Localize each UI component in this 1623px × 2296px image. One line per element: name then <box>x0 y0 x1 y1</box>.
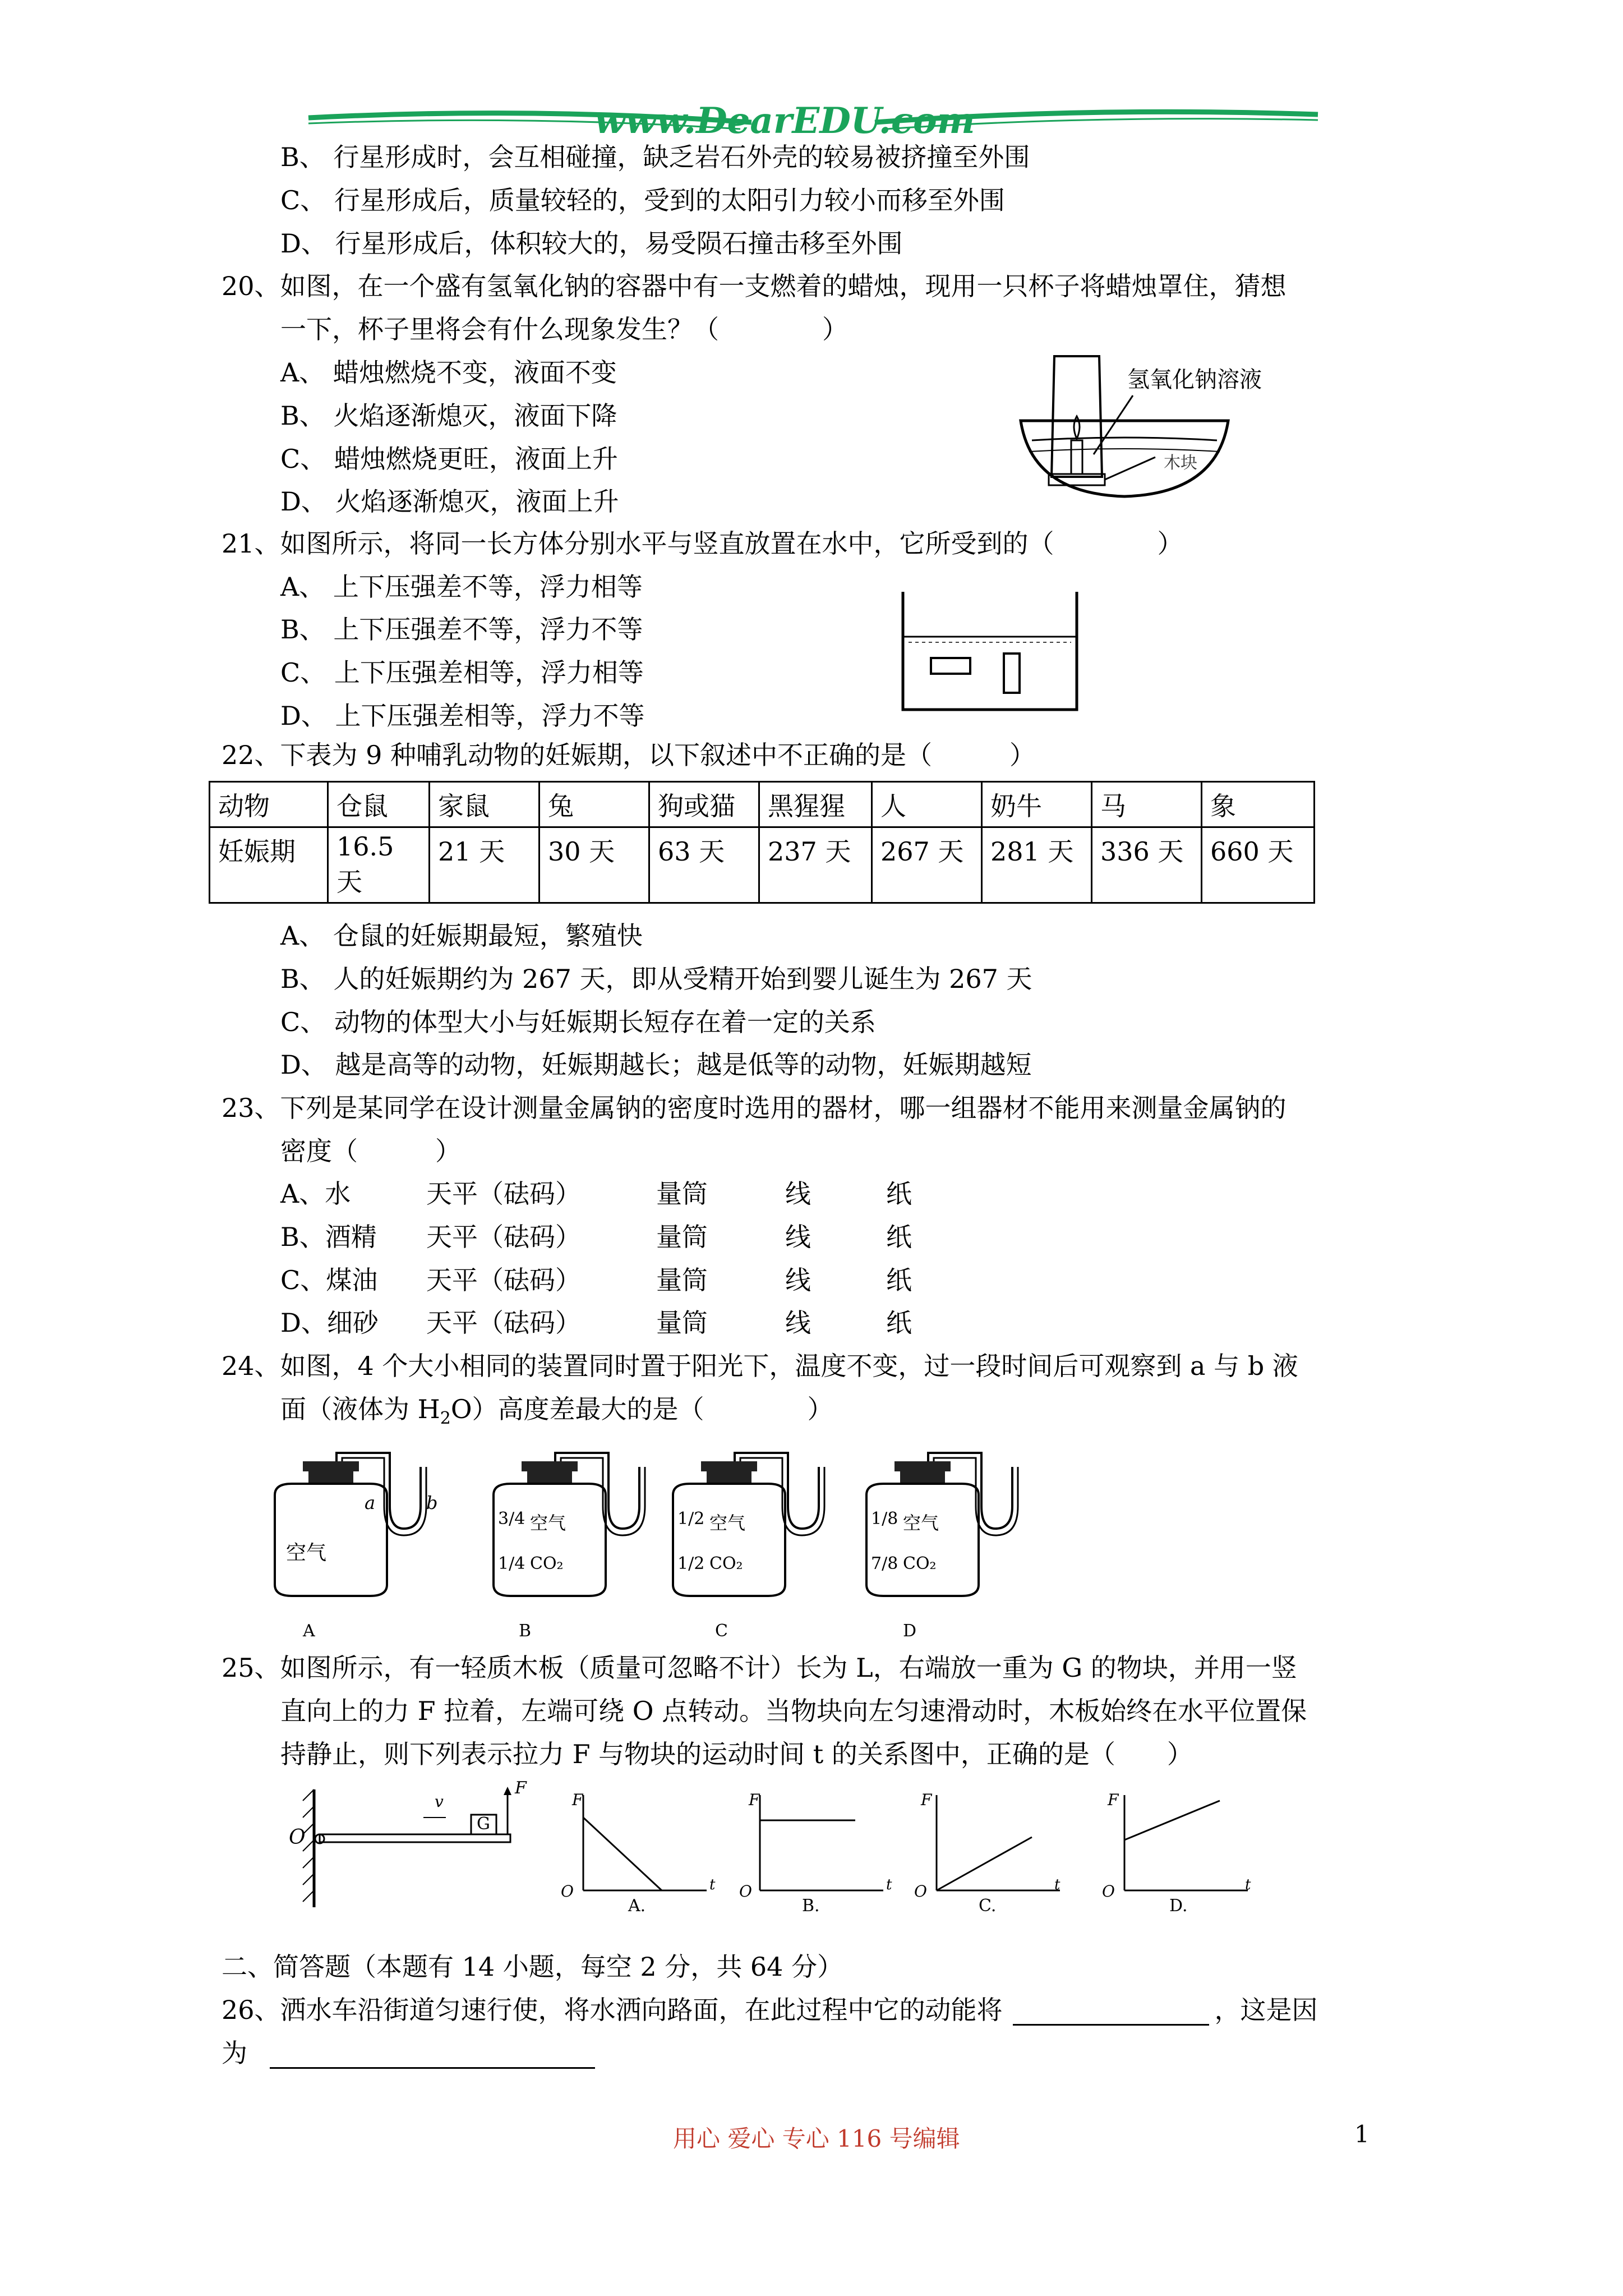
q24-bottle-c <box>662 1450 841 1618</box>
table-cell: 30 天 <box>540 827 649 903</box>
q21-option-b: B、 上下压强差不等，浮力不等 <box>280 614 643 645</box>
table-cell: 237 天 <box>759 827 872 903</box>
table-cell: 妊娠期 <box>210 827 328 903</box>
table-cell: 象 <box>1202 782 1315 827</box>
q25-graph-d-O: O <box>1102 1882 1115 1901</box>
q20-option-b: B、 火焰逐渐熄灭，液面下降 <box>280 401 617 431</box>
q25-graph-d <box>1102 1789 1270 1913</box>
table-cell: 21 天 <box>430 827 540 903</box>
q24-bottle-c-frac2: 1/2 <box>677 1554 705 1573</box>
q20-stem: 20、如图，在一个盛有氢氧化钠的容器中有一支燃着的蜡烛，现用一只杯子将蜡烛罩住，猜想 <box>222 271 1287 301</box>
table-cell-line: 16.5 <box>336 831 394 862</box>
q23-cell: 纸 <box>886 1222 912 1252</box>
q22-option-c: C、 动物的体型大小与妊娠期长短存在着一定的关系 <box>280 1007 876 1037</box>
q25-label-F: F <box>515 1778 527 1798</box>
q19-option-b: B、 行星形成时，会互相碰撞，缺乏岩石外壳的较易被挤撞至外围 <box>280 142 1030 172</box>
q26-line1 <box>222 1994 1318 2026</box>
table-cell: 63 天 <box>649 827 759 903</box>
q23-cell: 纸 <box>886 1265 912 1295</box>
q24-bottle-b-frac2: 1/4 <box>498 1554 525 1573</box>
table-cell: 仓鼠 <box>328 782 430 827</box>
q24-bottle-b-tag: B <box>519 1621 532 1641</box>
q23-cell: A、水 <box>280 1179 351 1209</box>
q24-bottle-d-frac2: 7/8 <box>871 1554 898 1573</box>
q23-cell: 量筒 <box>656 1179 708 1209</box>
q25-graph-d-F: F <box>1108 1791 1119 1809</box>
q23-cell: D、细砂 <box>280 1308 379 1338</box>
q23-cell: 天平（砝码） <box>426 1179 581 1209</box>
q24-bottle-c-top: 空气 <box>709 1512 746 1534</box>
table-cell-line: 天 <box>336 867 362 897</box>
q23-cell: B、酒精 <box>280 1222 377 1252</box>
table-cell: 兔 <box>540 782 649 827</box>
q25-graph-b-t: t <box>886 1876 892 1893</box>
q21-stem: 21、如图所示，将同一长方体分别水平与竖直放置在水中，它所受到的（ ） <box>222 528 1183 559</box>
q26-line2 <box>222 2037 595 2069</box>
q21-tank-figure <box>897 586 1082 715</box>
q25-graph-a-F: F <box>572 1791 583 1809</box>
section-2-heading: 二、简答题（本题有 14 小题，每空 2 分，共 64 分） <box>222 1952 843 1982</box>
q25-graph-b-label: B. <box>802 1896 820 1916</box>
q23-stem-cont: 密度（ ） <box>280 1136 461 1166</box>
q25-graph-c-t: t <box>1054 1876 1061 1893</box>
q26-blank-2[interactable] <box>270 2042 595 2069</box>
q25-graph-c-F: F <box>921 1791 932 1809</box>
subscript: 2 <box>440 1409 451 1429</box>
q20-fig-label-wood: 木块 <box>1164 453 1197 473</box>
q20-option-d: D、 火焰逐渐熄灭，液面上升 <box>280 486 619 517</box>
q23-cell: 量筒 <box>656 1222 708 1252</box>
q26-text-end: ，这是因 <box>1214 1995 1318 2025</box>
q24-bottle-c-frac1: 1/2 <box>677 1509 705 1529</box>
q22-option-b: B、 人的妊娠期约为 267 天，即从受精开始到婴儿诞生为 267 天 <box>280 964 1032 994</box>
table-cell: 狗或猫 <box>649 782 759 827</box>
q24-stem-cont <box>280 1393 833 1434</box>
q22-stem: 22、下表为 9 种哺乳动物的妊娠期，以下叙述中不正确的是（ ） <box>222 740 1036 770</box>
q25-graph-b-O: O <box>739 1882 752 1901</box>
q24-bottle-d-top: 空气 <box>903 1512 939 1534</box>
q23-cell: 天平（砝码） <box>426 1308 581 1338</box>
q23-cell: 线 <box>785 1265 811 1295</box>
table-cell: 281 天 <box>982 827 1092 903</box>
table-row <box>210 782 1315 827</box>
q24-stem: 24、如图，4 个大小相同的装置同时置于阳光下，温度不变，过一段时间后可观察到 a 与 b 液 <box>222 1351 1298 1381</box>
table-cell: 家鼠 <box>430 782 540 827</box>
q19-option-d: D、 行星形成后，体积较大的，易受陨石撞击移至外围 <box>280 228 903 259</box>
q24-bottle-d <box>855 1450 1035 1618</box>
q25-graph-c <box>914 1789 1082 1913</box>
q26-blank-1[interactable] <box>1013 1999 1209 2026</box>
q25-graph-d-t: t <box>1245 1876 1251 1893</box>
q25-graph-c-O: O <box>914 1882 927 1901</box>
q21-option-d: D、 上下压强差相等，浮力不等 <box>280 701 645 731</box>
q24-label-a: a <box>365 1492 376 1513</box>
table-cell <box>328 827 430 903</box>
q25-stem-cont2: 持静止，则下列表示拉力 F 与物块的运动时间 t 的关系图中，正确的是（ ） <box>280 1739 1193 1769</box>
q24-label-b: b <box>426 1492 438 1513</box>
q24-bottle-c-bottom: CO₂ <box>709 1554 743 1573</box>
q22-option-a: A、 仓鼠的妊娠期最短，繁殖快 <box>280 921 643 951</box>
table-cell: 336 天 <box>1092 827 1202 903</box>
q23-cell: 纸 <box>886 1308 912 1338</box>
q23-cell: 线 <box>785 1308 811 1338</box>
q19-option-c: C、 行星形成后，质量较轻的，受到的太阳引力较小而移至外围 <box>280 185 1005 215</box>
q20-fig-label: 氢氧化钠溶液 <box>1127 367 1262 393</box>
footer-note: 用心 爱心 专心 116 号编辑 <box>673 2125 960 2152</box>
q24-stem-text: O）高度差最大的是（ ） <box>450 1394 833 1424</box>
table-cell: 黑猩猩 <box>759 782 872 827</box>
q21-option-a: A、 上下压强差不等，浮力相等 <box>280 572 643 602</box>
q25-graph-b-F: F <box>749 1791 760 1809</box>
q22-option-d: D、 越是高等的动物，妊娠期越长；越是低等的动物，妊娠期越短 <box>280 1050 1032 1080</box>
q25-label-G: G <box>477 1814 490 1834</box>
q25-graph-a <box>561 1789 729 1913</box>
q25-graph-b <box>737 1789 906 1913</box>
q23-cell: 天平（砝码） <box>426 1265 581 1295</box>
table-row <box>210 827 1315 903</box>
q24-bottle-b <box>482 1450 662 1618</box>
q25-stem-cont1: 直向上的力 F 拉着，左端可绕 O 点转动。当物块向左匀速滑动时，木板始终在水平位置保 <box>280 1696 1307 1726</box>
q24-bottle-a <box>264 1450 443 1618</box>
q25-graph-a-t: t <box>709 1876 716 1893</box>
q24-bottle-b-frac1: 3/4 <box>498 1509 525 1529</box>
q20-option-c: C、 蜡烛燃烧更旺，液面上升 <box>280 444 618 474</box>
table-cell: 奶牛 <box>982 782 1092 827</box>
q25-graph-a-label: A. <box>628 1896 646 1916</box>
q23-cell: C、煤油 <box>280 1265 378 1295</box>
page-number: 1 <box>1354 2120 1370 2148</box>
table-cell: 267 天 <box>872 827 982 903</box>
q24-bottle-d-tag: D <box>903 1621 917 1641</box>
q25-label-O: O <box>289 1826 306 1849</box>
gestation-table <box>209 781 1315 904</box>
q24-bottle-b-top: 空气 <box>530 1512 566 1534</box>
q20-stem-cont: 一下，杯子里将会有什么现象发生？（ ） <box>280 314 848 344</box>
q25-lever-figure <box>292 1784 538 1918</box>
q23-stem: 23、下列是某同学在设计测量金属钠的密度时选用的器材，哪一组器材不能用来测量金属钠的 <box>222 1093 1287 1123</box>
q21-option-c: C、 上下压强差相等，浮力相等 <box>280 657 644 688</box>
q24-bottle-a-tag: A <box>303 1621 315 1641</box>
q26-text: 为 <box>222 2038 247 2068</box>
table-cell: 660 天 <box>1202 827 1315 903</box>
q24-bottle-d-bottom: CO₂ <box>903 1554 937 1573</box>
q24-bottle-a-text: 空气 <box>286 1542 327 1565</box>
table-cell: 人 <box>872 782 982 827</box>
q24-bottle-d-frac1: 1/8 <box>871 1509 898 1529</box>
q23-cell: 线 <box>785 1179 811 1209</box>
q25-stem: 25、如图所示，有一轻质木板（质量可忽略不计）长为 L，右端放一重为 G 的物块，并用一竖 <box>222 1653 1297 1683</box>
q25-label-v: v <box>435 1792 444 1811</box>
q20-option-a: A、 蜡烛燃烧不变，液面不变 <box>280 357 617 388</box>
q23-cell: 线 <box>785 1222 811 1252</box>
q24-bottle-c-tag: C <box>715 1621 728 1641</box>
q23-cell: 天平（砝码） <box>426 1222 581 1252</box>
table-cell: 马 <box>1092 782 1202 827</box>
q25-graph-d-label: D. <box>1169 1896 1188 1916</box>
q23-cell: 量筒 <box>656 1308 708 1338</box>
q23-cell: 量筒 <box>656 1265 708 1295</box>
q23-cell: 纸 <box>886 1179 912 1209</box>
q26-text: 26、洒水车沿街道匀速行使，将水洒向路面，在此过程中它的动能将 <box>222 1995 1003 2025</box>
q25-graph-c-label: C. <box>979 1896 997 1916</box>
q24-bottle-b-bottom: CO₂ <box>530 1554 564 1573</box>
q25-graph-a-O: O <box>561 1882 574 1901</box>
table-cell: 动物 <box>210 782 328 827</box>
q24-stem-text: 面（液体为 H <box>280 1394 440 1424</box>
site-title: www.DearEDU.com <box>594 100 975 142</box>
